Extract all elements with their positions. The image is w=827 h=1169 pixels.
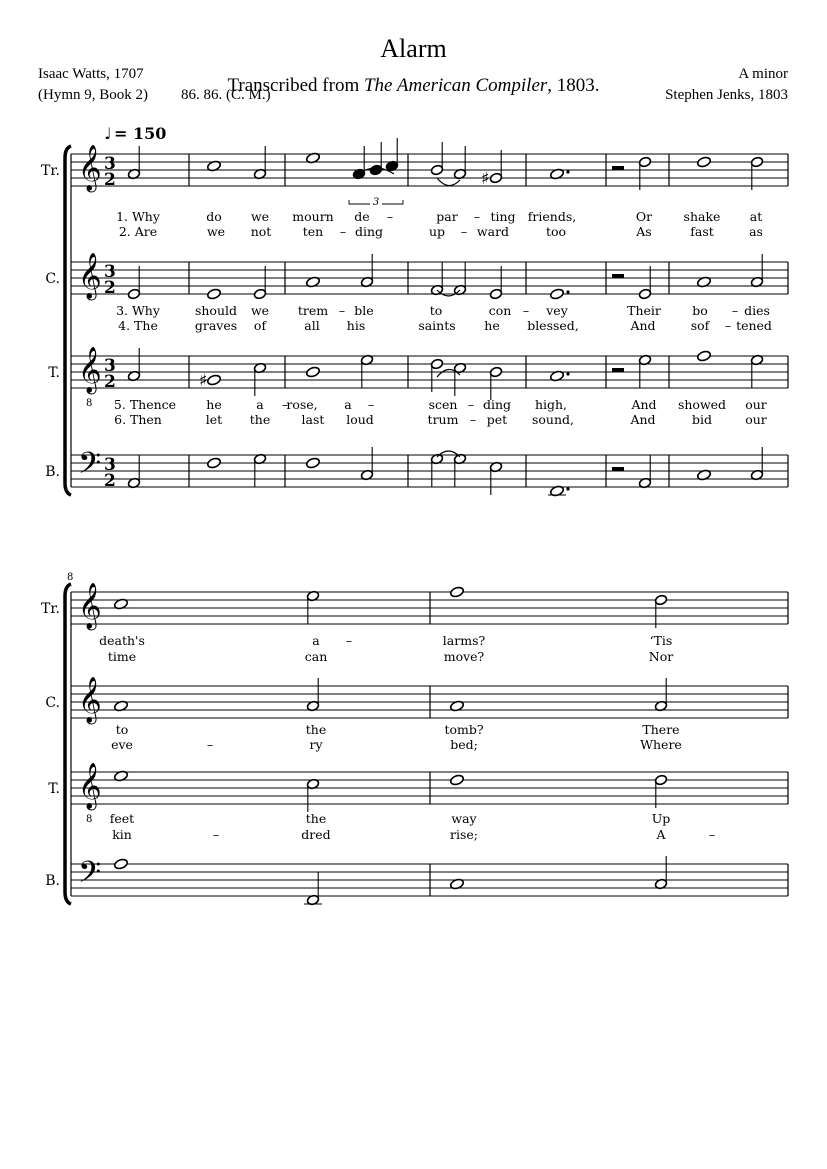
measure-number: 8 (67, 572, 74, 583)
lyric-syllable: par (436, 209, 458, 224)
time-signature-bottom: 2 (104, 372, 116, 392)
lyric-syllable: death's (99, 633, 145, 648)
lyric-syllable: rise; (450, 827, 478, 842)
composer-credit: Stephen Jenks, 1803 (665, 87, 788, 103)
time-signature-bottom: 2 (104, 278, 116, 298)
lyric-syllable: at (749, 209, 763, 224)
lyric-syllable: all (304, 318, 320, 333)
lyric-syllable: 1. Why (116, 209, 160, 224)
lyric-syllable: he (484, 318, 500, 333)
lyric-syllable: – (367, 397, 375, 412)
octave-mark: 8 (86, 814, 93, 825)
triplet-mark: 3 (372, 197, 380, 208)
lyric-syllable: as (749, 224, 763, 239)
lyric-syllable: our (745, 397, 767, 412)
half-rest (612, 274, 624, 278)
lyric-syllable: dred (301, 827, 331, 842)
treble-clef: 𝄞 (78, 145, 102, 191)
note-head (206, 288, 221, 300)
note-head (113, 858, 128, 870)
lyric-syllable: shake (683, 209, 721, 224)
lyric-syllable: – (731, 303, 739, 318)
lyric-syllable: There (642, 722, 680, 737)
lyric-syllable: eve (111, 737, 133, 752)
lyric-syllable: the (305, 722, 327, 737)
lyric-syllable: tomb? (444, 722, 484, 737)
lyric-syllable: ding (354, 224, 384, 239)
lyric-syllable: – (206, 737, 214, 752)
lyric-syllable: ry (309, 737, 323, 752)
lyric-syllable: – (345, 633, 353, 648)
lyric-syllable: up (428, 224, 446, 239)
lyric-syllable: move? (443, 649, 485, 664)
augmentation-dot (566, 487, 569, 490)
augmentation-dot (566, 170, 569, 173)
time-signature-top: 3 (104, 455, 116, 475)
lyric-syllable: And (630, 318, 656, 333)
lyric-syllable: de (354, 209, 370, 224)
treble-clef: 𝄞 (78, 253, 102, 299)
lyric-syllable: time (107, 649, 137, 664)
lyric-syllable: we (250, 209, 270, 224)
hymn-reference: (Hymn 9, Book 2) (38, 87, 148, 103)
lyric-syllable: sof (690, 318, 710, 333)
lyric-syllable: – (212, 827, 220, 842)
tempo-note: ♩ (104, 124, 112, 143)
part-label: B. (45, 873, 60, 889)
piece-title: Alarm (380, 34, 447, 63)
time-signature-bottom: 2 (104, 471, 116, 491)
lyric-syllable: a (344, 397, 352, 412)
lyric-syllable: do (206, 209, 222, 224)
part-label: T. (48, 781, 60, 797)
part-label: C. (45, 271, 60, 287)
lyric-syllable: 4. The (118, 318, 158, 333)
lyric-syllable: sound, (531, 412, 575, 427)
lyric-syllable: blessed, (527, 318, 579, 333)
lyric-syllable: a (312, 633, 320, 648)
lyric-syllable: rose, (286, 397, 318, 412)
source-prefix: Transcribed from (227, 75, 364, 96)
lyric-syllable: – (338, 303, 346, 318)
lyric-syllable: kin (112, 827, 132, 842)
lyric-syllable: A (656, 827, 666, 842)
lyric-syllable: showed (677, 397, 727, 412)
sharp-accidental: ♯ (199, 371, 208, 391)
lyric-syllable: Up (651, 811, 671, 826)
note-head (549, 288, 564, 300)
augmentation-dot (566, 290, 569, 293)
note-head (305, 457, 320, 469)
lyric-syllable: should (194, 303, 238, 318)
lyric-syllable: we (206, 224, 226, 239)
part-label: Tr. (41, 163, 60, 179)
lyric-syllable: con (488, 303, 512, 318)
lyric-syllable: too (545, 224, 567, 239)
note-head (305, 366, 320, 378)
lyric-syllable: ward (476, 224, 510, 239)
lyric-syllable: – (281, 397, 289, 412)
note-head (696, 156, 711, 168)
note-head (206, 374, 221, 386)
time-signature-bottom: 2 (104, 170, 116, 190)
lyric-syllable: pet (486, 412, 508, 427)
lyric-syllable: – (708, 827, 716, 842)
system-bracket (65, 584, 71, 904)
lyric-syllable: to (115, 722, 129, 737)
lyric-syllable: And (631, 397, 657, 412)
note-head (696, 350, 711, 362)
lyric-syllable: – (386, 209, 394, 224)
bass-clef: 𝄢 (78, 447, 102, 488)
lyric-syllable: Nor (648, 649, 674, 664)
lyric-syllable: tened (736, 318, 772, 333)
lyric-syllable: scen (428, 397, 458, 412)
lyric-syllable: ding (482, 397, 512, 412)
lyric-syllable: not (250, 224, 272, 239)
lyric-syllable: 5. Thence (113, 397, 177, 412)
meter-label: 86. 86. (C. M.) (181, 87, 271, 103)
lyric-syllable: Or (635, 209, 653, 224)
part-label: C. (45, 695, 60, 711)
system-bracket (65, 146, 71, 495)
lyric-syllable: feet (109, 811, 135, 826)
note-head (449, 586, 464, 598)
treble-clef: 𝄞 (78, 677, 102, 723)
augmentation-dot (566, 372, 569, 375)
lyric-syllable: our (745, 412, 767, 427)
lyric-syllable: ‘Tis (649, 633, 673, 648)
lyric-syllable: – (473, 209, 481, 224)
lyric-syllable: 6. Then (114, 412, 162, 427)
lyric-syllable: his (346, 318, 366, 333)
lyric-syllable: 2. Are (118, 224, 158, 239)
lyric-syllable: can (304, 649, 328, 664)
part-label: Tr. (41, 601, 60, 617)
source-title: The American Compiler (363, 75, 548, 96)
part-label: B. (45, 464, 60, 480)
lyric-syllable: last (301, 412, 325, 427)
lyric-syllable: As (636, 224, 652, 239)
lyric-syllable: Where (640, 737, 682, 752)
treble-clef: 𝄞 (78, 763, 102, 809)
lyric-syllable: ting (490, 209, 516, 224)
lyric-syllable: saints (418, 318, 456, 333)
lyric-syllable: way (451, 811, 477, 826)
lyric-syllable: the (249, 412, 271, 427)
sharp-accidental: ♯ (481, 169, 490, 189)
lyric-syllable: friends, (527, 209, 577, 224)
lyric-syllable: Their (627, 303, 661, 318)
half-rest (612, 467, 624, 471)
lyric-syllable: – (522, 303, 530, 318)
bass-clef: 𝄢 (78, 856, 102, 897)
lyric-syllable: fast (690, 224, 714, 239)
part-label: T. (48, 365, 60, 381)
poet-credit: Isaac Watts, 1707 (38, 66, 144, 82)
lyric-syllable: graves (194, 318, 238, 333)
lyric-syllable: he (206, 397, 222, 412)
lyric-syllable: let (205, 412, 223, 427)
time-signature-top: 3 (104, 154, 116, 174)
lyric-syllable: the (305, 811, 327, 826)
lyric-syllable: ble (354, 303, 374, 318)
lyric-syllable: vey (546, 303, 568, 318)
half-rest (612, 166, 624, 170)
lyric-syllable: 3. Why (116, 303, 160, 318)
lyric-syllable: bid (691, 412, 713, 427)
tempo-mark: = 150 (114, 124, 167, 143)
slur (437, 178, 460, 186)
lyric-syllable: loud (346, 412, 374, 427)
lyric-syllable: – (460, 224, 468, 239)
lyric-syllable: bo (692, 303, 708, 318)
source-suffix: , 1803. (547, 75, 600, 96)
lyric-syllable: we (250, 303, 270, 318)
lyric-syllable: – (339, 224, 347, 239)
time-signature-top: 3 (104, 262, 116, 282)
lyric-syllable: high, (534, 397, 568, 412)
lyric-syllable: – (467, 397, 475, 412)
lyric-syllable: dies (744, 303, 770, 318)
lyric-syllable: And (630, 412, 656, 427)
lyric-syllable: larms? (442, 633, 486, 648)
lyric-syllable: ten (302, 224, 324, 239)
treble-clef: 𝄞 (78, 583, 102, 629)
lyric-syllable: – (724, 318, 732, 333)
half-rest (612, 368, 624, 372)
lyric-syllable: mourn (292, 209, 334, 224)
lyric-syllable: trem (297, 303, 329, 318)
lyric-syllable: trum (427, 412, 459, 427)
lyric-syllable: a (256, 397, 264, 412)
note-head (449, 774, 464, 786)
lyric-syllable: bed; (450, 737, 478, 752)
lyric-syllable: of (253, 318, 267, 333)
lyric-syllable: to (429, 303, 443, 318)
treble-clef: 𝄞 (78, 347, 102, 393)
lyric-syllable: – (469, 412, 477, 427)
octave-mark: 8 (86, 398, 93, 409)
time-signature-top: 3 (104, 356, 116, 376)
note-head (206, 457, 221, 469)
key-label: A minor (738, 66, 788, 82)
